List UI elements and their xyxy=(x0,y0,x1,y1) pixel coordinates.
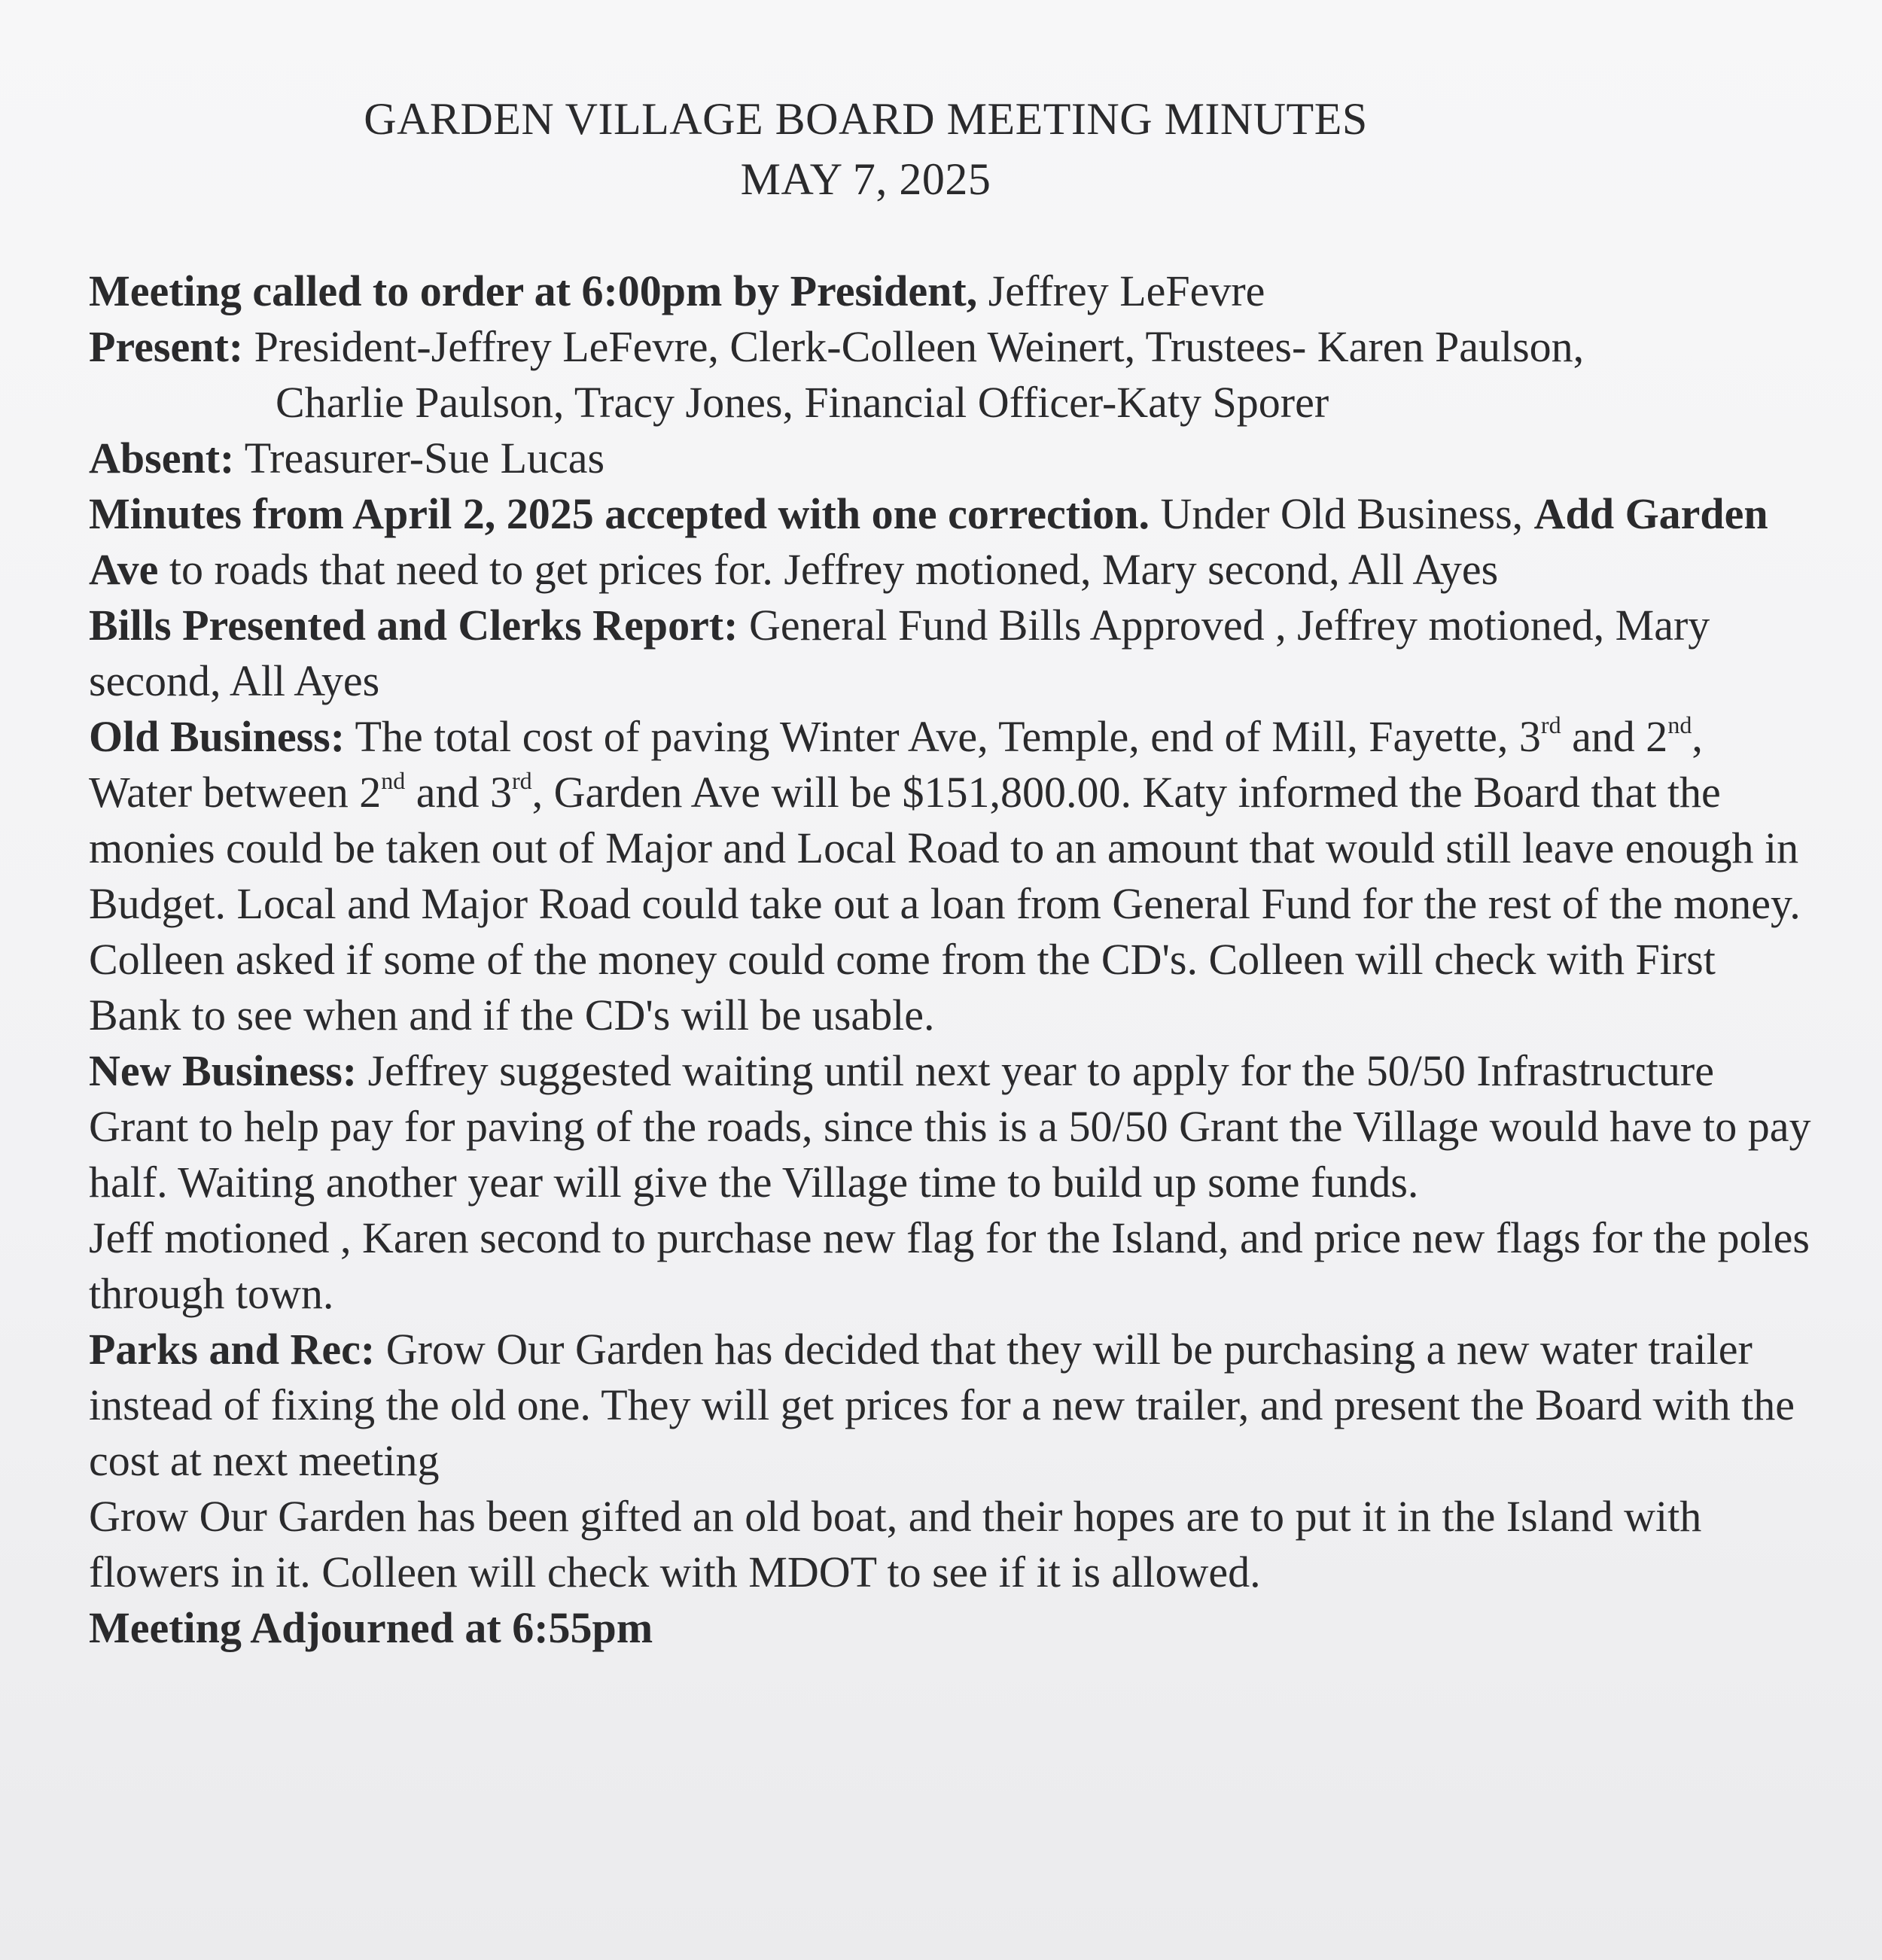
flag-motion-paragraph: Jeff motioned , Karen second to purchase new flag for the Island, and price new flags for the poles through town. xyxy=(89,1213,1810,1318)
call-to-order-text: Jeffrey LeFevre xyxy=(977,266,1265,315)
minutes-body xyxy=(89,263,1813,1656)
minutes-bold-correction: Add Garden Ave xyxy=(89,489,1768,594)
parks-rec-text: Grow Our Garden has decided that they will be purchasing a new water trailer instead of fixing the old one. They will get prices for a new trailer, and present the Board with the cost at next meeting xyxy=(89,1325,1795,1485)
parks-rec-paragraph xyxy=(89,1322,1813,1489)
ordinal-suffix: nd xyxy=(1667,711,1692,738)
ordinal-suffix: nd xyxy=(381,766,406,794)
bills-paragraph xyxy=(89,598,1813,709)
minutes-text-2: to roads that need to get prices for. Jeffrey motioned, Mary second, All Ayes xyxy=(158,545,1499,594)
minutes-label: Minutes from April 2, 2025 accepted with one correction. xyxy=(89,489,1150,538)
present-line-2: Charlie Paulson, Tracy Jones, Financial Officer-Katy Sporer xyxy=(276,378,1329,427)
call-to-order-label: Meeting called to order at 6:00pm by President, xyxy=(89,266,978,315)
document-header xyxy=(0,89,1731,209)
new-business-paragraph xyxy=(89,1043,1813,1210)
call-to-order-paragraph xyxy=(89,263,1813,319)
meeting-adjourned: Meeting Adjourned at 6:55pm xyxy=(89,1603,653,1652)
old-business-text-2: and 2 xyxy=(1561,712,1668,761)
old-business-label: Old Business: xyxy=(89,712,346,761)
document-title: GARDEN VILLAGE BOARD MEETING MINUTES xyxy=(364,94,1368,144)
bills-text: General Fund Bills Approved , Jeffrey motioned, Mary second, All Ayes xyxy=(89,601,1710,705)
minutes-text-1: Under Old Business, xyxy=(1149,489,1534,538)
old-business-text-3: , Water between 2 xyxy=(89,712,1703,817)
ordinal-suffix: rd xyxy=(512,766,532,794)
old-business-text-4: and 3 xyxy=(405,768,512,817)
present-label: Present: xyxy=(89,322,244,371)
present-paragraph xyxy=(89,319,1813,375)
present-line-1: President-Jeffrey LeFevre, Clerk-Colleen Weinert, Trustees- Karen Paulson, xyxy=(243,322,1585,371)
new-business-text: Jeffrey suggested waiting until next year to apply for the 50/50 Infrastructure Grant to help pay for paving of the roads, since this is a 50/50 Grant the Village would have to pay half. Waiting another year will give the Village time to build up some funds. xyxy=(89,1046,1811,1207)
new-business-label: New Business: xyxy=(89,1046,358,1095)
boat-gift-paragraph: Grow Our Garden has been gifted an old boat, and their hopes are to put it in the Island with flowers in it. Colleen will check with MDOT to see if it is allowed. xyxy=(89,1492,1702,1596)
meeting-date: MAY 7, 2025 xyxy=(740,154,991,204)
bills-label: Bills Presented and Clerks Report: xyxy=(89,601,738,650)
old-business-text-5: , Garden Ave will be $151,800.00. Katy informed the Board that the monies could be taken out of Major and Local Road to an amount that would still leave enough in Budget. Local and Major Road could take out a loan from General Fund for the rest of the money. Colleen asked if some of the money could come from the CD's. Colleen will check with First Bank to see when and if the CD's will be usable. xyxy=(89,768,1801,1039)
old-business-paragraph xyxy=(89,709,1813,1043)
absent-text: Treasurer-Sue Lucas xyxy=(234,434,605,482)
parks-rec-label: Parks and Rec: xyxy=(89,1325,376,1374)
absent-paragraph xyxy=(89,431,1813,486)
ordinal-suffix: rd xyxy=(1540,711,1561,738)
absent-label: Absent: xyxy=(89,434,235,482)
minutes-paragraph xyxy=(89,486,1813,598)
old-business-text-1: The total cost of paving Winter Ave, Temple, end of Mill, Fayette, 3 xyxy=(345,712,1541,761)
